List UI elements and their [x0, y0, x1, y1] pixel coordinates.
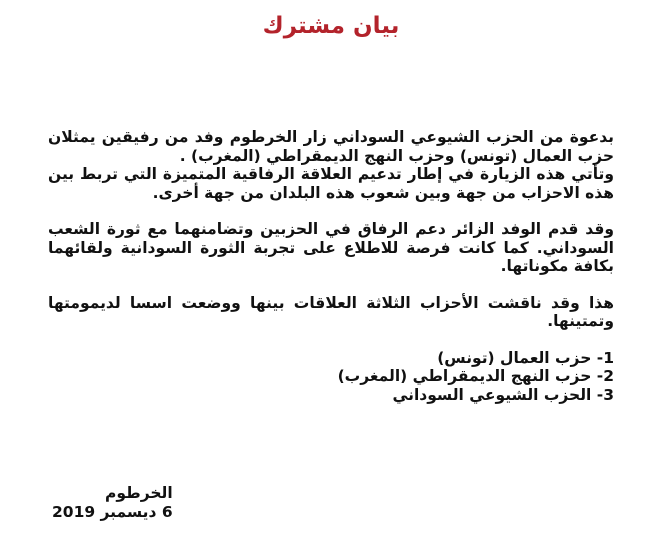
paragraph-solidarity: وقد قدم الوفد الزائر دعم الرفاق في الحزبين وتضامنهما مع ثورة الشعب السوداني. كما كانت فرصة للاطلاع على تجربة الثورة السودانية ولقائهما بكافة مكوناتها.: [48, 220, 614, 275]
signature-place: الخرطوم: [105, 484, 173, 502]
paragraph-visit-purpose: وتأتي هذه الزيارة في إطار تدعيم العلاقة الرفاقية المتميزة التي تربط بين هذه الاحزاب من جهة وبين شعوب هذه البلدان من جهة أخرى.: [48, 165, 614, 202]
paragraph-gap: [48, 276, 614, 294]
signature-date: 6 ديسمبر 2019: [52, 503, 173, 521]
paragraph-gap: [48, 202, 614, 220]
paragraph-discussion: هذا وقد ناقشت الأحزاب الثلاثة العلاقات بينها ووضعت اسسا لديمومتها وتمتينها.: [48, 293, 614, 330]
paragraph-invitation: بدعوة من الحزب الشيوعي السوداني زار الخرطوم وفد من رفيقين يمثلان حزب العمال (تونس) وحزب النهج الديمقراطي (المغرب) .: [48, 128, 614, 165]
paragraph-gap: [48, 331, 614, 349]
list-item-sudanese-communist-party: 3- الحزب الشيوعي السوداني: [392, 385, 614, 404]
document-title: بيان مشترك: [262, 13, 400, 39]
signature-block: [52, 484, 173, 522]
document-body: [48, 128, 614, 404]
list-item-democratic-way: 2- حزب النهج الديمقراطي (المغرب): [337, 367, 614, 385]
list-item-workers-party: 1- حزب العمال (تونس): [437, 348, 614, 367]
